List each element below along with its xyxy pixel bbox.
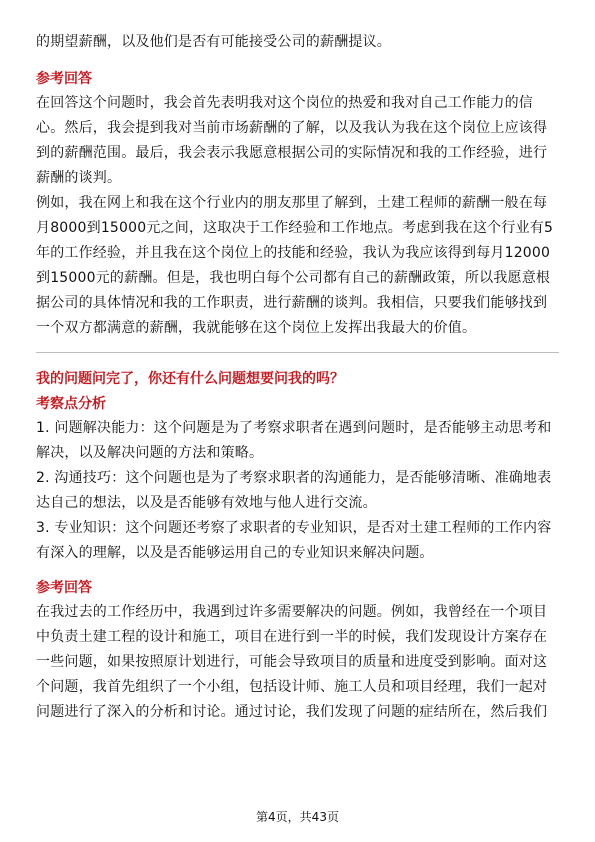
page-number: 第4页，共43页 <box>256 810 339 824</box>
analysis-point: 3. 专业知识：这个问题还考察了求职者的专业知识，是否对土建工程师的工作内容有深入的理解，以及是否能够运用自己的专业知识来解决问题。 <box>36 520 552 561</box>
reference-answer-heading: 参考回答 <box>36 71 92 87</box>
document-page <box>36 30 559 725</box>
answer-paragraph: 在回答这个问题时，我会首先表明我对这个岗位的热爱和我对自己工作能力的信心。然后，我会提到我对当前市场薪酬的了解，以及我认为我在这个岗位上应该得到的薪酬范围。最后，我会表示我愿意根据公司的实际情况和我的工作经验，进行薪酬的谈判。 <box>36 95 548 186</box>
previous-paragraph-tail: 的期望薪酬，以及他们是否有可能接受公司的薪酬提议。 <box>36 34 391 50</box>
answer-paragraph: 在我过去的工作经历中，我遇到过许多需要解决的问题。例如，我曾经在一个项目中负责土建工程的设计和施工，项目在进行到一半的时候，我们发现设计方案存在一些问题，如果按照原计划进行，可能会导致项目的质量和进度受到影响。面对这个问题，我首先组织了一个小组，包括设计师、施工人员和项目经理，我们一起对问题进行了深入的分析和讨论。通过讨论，我们发现了问题的症结所在，然后我们 <box>36 604 548 720</box>
analysis-heading: 考察点分析 <box>36 396 106 412</box>
answer-paragraph: 例如，我在网上和我在这个行业内的朋友那里了解到，土建工程师的薪酬一般在每月8000到15000元之间，这取决于工作经验和工作地点。考虑到我在这个行业有5年的工作经验，并且我在这个岗位上的技能和经验，我认为我应该得到每月12000到15000元的薪酬。但是，我也明白每个公司都有自己的薪酬政策，所以我愿意根据公司的具体情况和我的工作职责，进行薪酬的谈判。我相信，只要我们能够找到一个双方都满意的薪酬，我就能够在这个岗位上发挥出我最大的价值。 <box>36 195 554 336</box>
reference-answer-heading: 参考回答 <box>36 580 92 596</box>
section-divider <box>36 352 559 353</box>
analysis-point: 2. 沟通技巧：这个问题也是为了考察求职者的沟通能力，是否能够清晰、准确地表达自己的想法，以及是否能够有效地与他人进行交流。 <box>36 470 552 511</box>
analysis-point: 1. 问题解决能力：这个问题是为了考察求职者在遇到问题时，是否能够主动思考和解决，以及解决问题的方法和策略。 <box>36 420 552 461</box>
question-heading: 我的问题问完了，你还有什么问题想要问我的吗？ <box>36 371 344 387</box>
